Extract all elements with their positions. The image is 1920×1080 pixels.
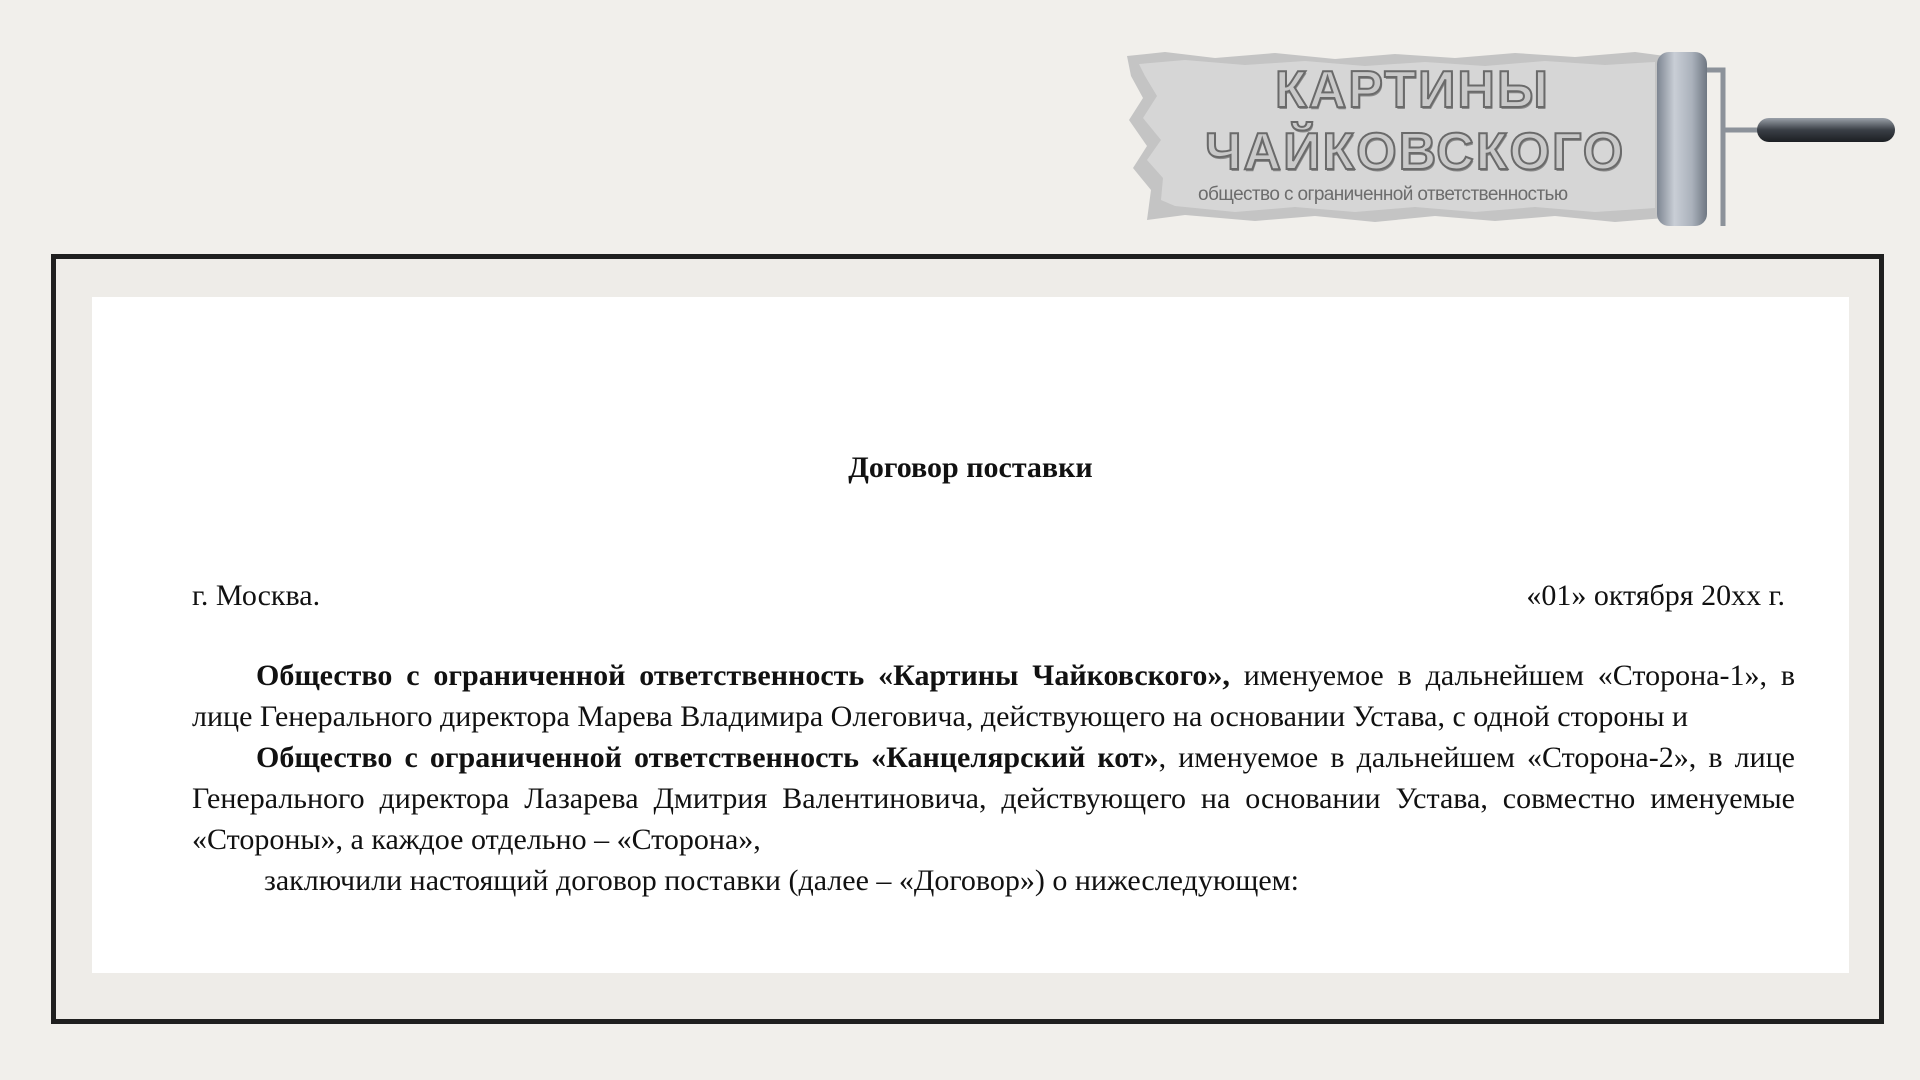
party2-name: Общество с ограниченной ответственность «Канцелярский кот» [256,741,1159,774]
logo-title-line2: ЧАЙКОВСКОГО [1205,123,1626,181]
document-page [92,297,1849,973]
company-logo [1125,50,1895,230]
closing-paragraph: заключили настоящий договор поставки (далее – «Договор») о нижеследующем: [264,864,1299,897]
document-body [192,655,1795,901]
logo-title-line1: КАРТИНЫ [1275,61,1550,119]
document-date: «01» октября 20хх г. [1526,579,1785,612]
document-frame [51,254,1884,1024]
party1-text: именуемое в дальнейшем «Сторона-1», в лице Генерального директора Марева Владимира Олеговича, действующего на основании Устава, с одной стороны и [192,659,1795,733]
paint-roller-icon [1657,52,1895,226]
party1-name: Общество с ограниченной ответственность «Картины Чайковского», [256,659,1230,692]
document-title: Договор поставки [848,451,1093,484]
party2-text: , именуемое в дальнейшем «Сторона-2», в лице Генерального директора Лазарева Дмитрия Валентиновича, действующего на основании Устава, совместно именуемые «Стороны», а каждое отдельно – «Сторона», [192,741,1795,856]
place-and-date-row [192,579,1785,613]
party1-paragraph [192,655,1795,737]
document-city: г. Москва. [192,579,321,612]
logo-subtitle: общество с ограниченной ответственностью [1198,184,1568,205]
party2-paragraph [192,737,1795,860]
